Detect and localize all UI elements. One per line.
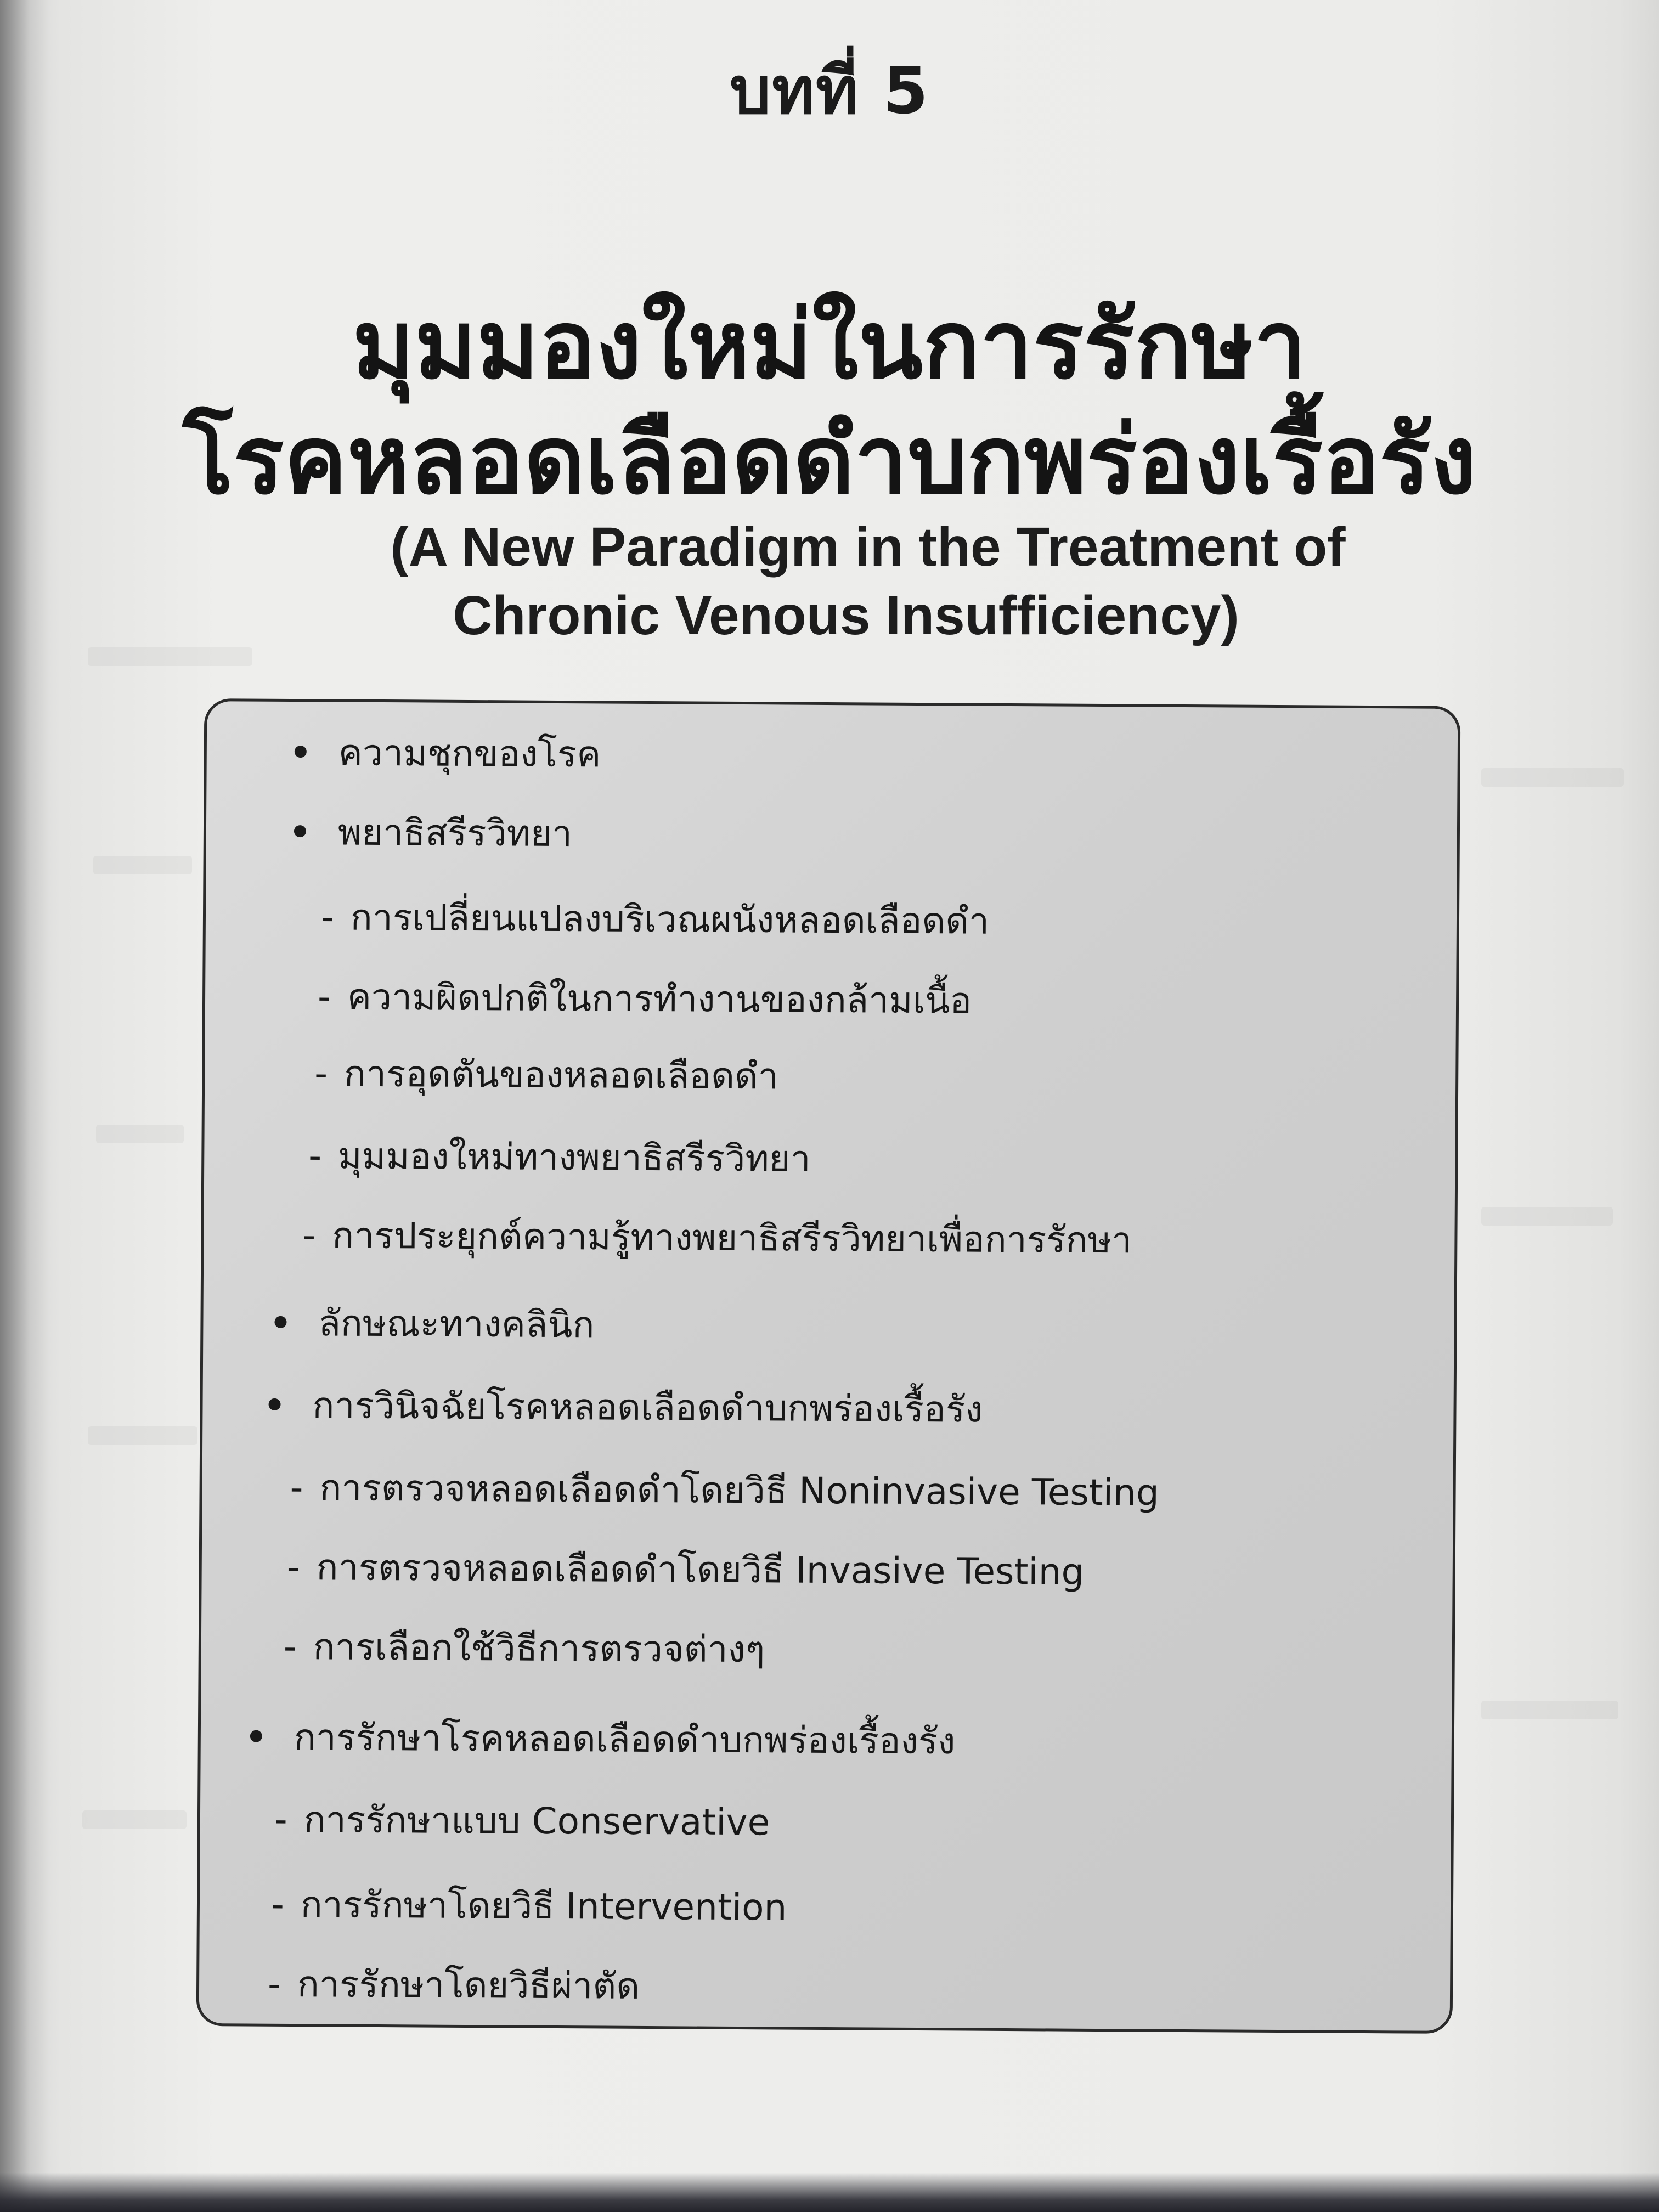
contents-item-text: มุมมองใหม่ทางพยาธิสรีรวิทยา bbox=[337, 1135, 811, 1180]
contents-subtopic bbox=[302, 1206, 1132, 1269]
contents-item-text: การรักษาโดยวิธีผ่าตัด bbox=[297, 1963, 640, 2007]
dash-marker: - bbox=[267, 1962, 281, 2005]
contents-topic bbox=[294, 724, 601, 783]
contents-subtopic bbox=[268, 1955, 640, 2015]
contents-item-text: ความชุกของโรค bbox=[338, 731, 601, 776]
contents-subtopic bbox=[318, 968, 972, 1029]
contents-item-text: พยาธิสรีรวิทยา bbox=[337, 811, 573, 855]
bleed-through-line bbox=[96, 1125, 184, 1143]
contents-subtopic bbox=[314, 1045, 778, 1105]
chapter-title-line-1: มุมมองใหม่ในการรักษา bbox=[352, 290, 1307, 400]
bullet-icon bbox=[268, 1398, 280, 1410]
chapter-subtitle-line-2: Chronic Venous Insufficiency) bbox=[453, 585, 1239, 646]
contents-subtopic bbox=[274, 1791, 770, 1852]
dash-marker: - bbox=[317, 975, 331, 1018]
contents-item-text: การรักษาแบบ Conservative bbox=[303, 1798, 770, 1844]
bleed-through-line bbox=[1481, 1701, 1618, 1719]
contents-item-text: การวินิจฉัยโรคหลอดเลือดดำบกพร่องเรื้อรัง bbox=[312, 1384, 983, 1431]
bleed-through-line bbox=[93, 856, 192, 874]
contents-item-text: การประยุกต์ความรู้ทางพยาธิสรีรวิทยาเพื่อการรักษา bbox=[332, 1214, 1132, 1262]
chapter-title-line-2: โรคหลอดเลือดดำบกพร่องเรื้อรัง bbox=[182, 405, 1477, 515]
contents-item-text: ความผิดปกติในการทำงานของกล้ามเนื้อ bbox=[347, 975, 972, 1022]
dash-marker: - bbox=[308, 1135, 322, 1177]
contents-topic bbox=[250, 1708, 956, 1770]
dash-marker: - bbox=[314, 1052, 328, 1095]
bleed-through-line bbox=[88, 1426, 198, 1445]
bullet-icon bbox=[295, 746, 307, 758]
contents-subtopic bbox=[321, 888, 990, 950]
chapter-label: บทที่ 5 bbox=[730, 53, 929, 128]
contents-item-text: ลักษณะทางคลินิก bbox=[318, 1302, 595, 1346]
contents-item-text: การอุดตันของหลอดเลือดดำ bbox=[343, 1052, 779, 1098]
contents-item-text: การตรวจหลอดเลือดดำโดยวิธี Invasive Testing bbox=[316, 1546, 1085, 1593]
dash-marker: - bbox=[274, 1798, 287, 1841]
dash-marker: - bbox=[290, 1466, 303, 1509]
contents-topic bbox=[274, 1294, 595, 1354]
contents-item-text: การรักษาโดยวิธี Intervention bbox=[300, 1883, 787, 1929]
contents-item-text: การรักษาโรคหลอดเลือดดำบกพร่องเรื้องรัง bbox=[294, 1716, 956, 1763]
contents-subtopic bbox=[284, 1618, 765, 1678]
bullet-icon bbox=[294, 825, 306, 837]
bleed-through-line bbox=[1481, 1207, 1613, 1226]
contents-item-text: การตรวจหลอดเลือดดำโดยวิธี Noninvasive Testing bbox=[319, 1466, 1160, 1514]
contents-item-text: การเลือกใช้วิธีการตรวจต่างๆ bbox=[313, 1626, 765, 1671]
dash-marker: - bbox=[270, 1883, 285, 1926]
contents-subtopic bbox=[271, 1876, 787, 1937]
contents-item-text: การเปลี่ยนแปลงบริเวณผนังหลอดเลือดดำ bbox=[350, 896, 990, 943]
contents-topic bbox=[268, 1376, 983, 1438]
bullet-icon bbox=[250, 1730, 262, 1742]
bleed-through-line bbox=[1481, 768, 1624, 787]
bleed-through-line bbox=[82, 1810, 187, 1829]
chapter-subtitle-line-1: (A New Paradigm in the Treatment of bbox=[390, 516, 1346, 578]
page-bottom-edge bbox=[0, 2172, 1659, 2212]
contents-subtopic bbox=[308, 1127, 811, 1188]
contents-subtopic bbox=[290, 1459, 1159, 1522]
contents-topic bbox=[294, 803, 573, 862]
dash-marker: - bbox=[286, 1545, 300, 1589]
contents-subtopic bbox=[286, 1538, 1084, 1601]
chapter-contents-box bbox=[196, 698, 1461, 2034]
dash-marker: - bbox=[302, 1214, 316, 1257]
bullet-icon bbox=[274, 1316, 286, 1328]
bleed-through-line bbox=[88, 647, 252, 666]
dash-marker: - bbox=[320, 896, 335, 939]
dash-marker: - bbox=[283, 1625, 297, 1668]
